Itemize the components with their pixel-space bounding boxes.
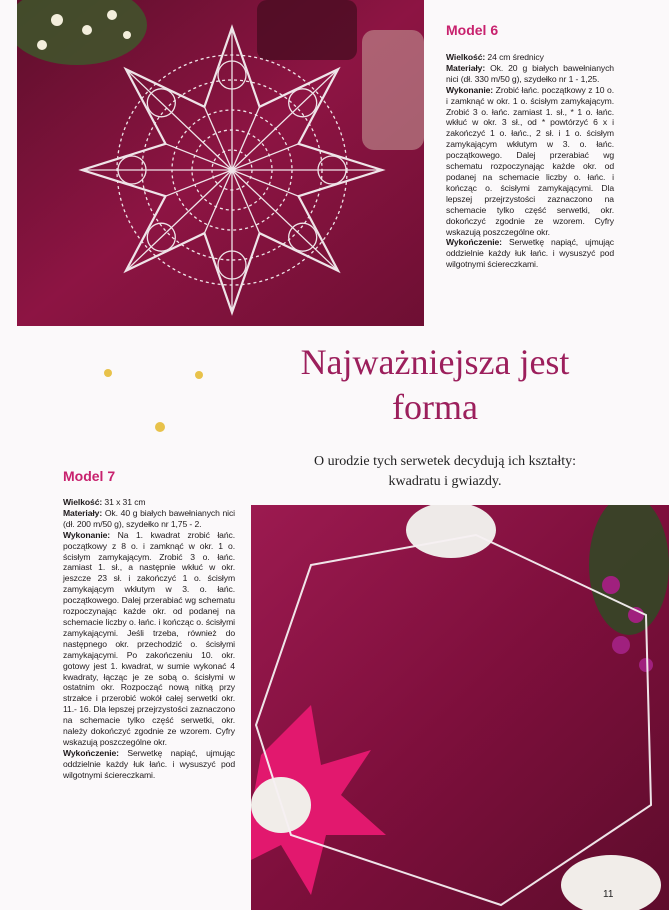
headline-line-1: Najważniejsza jest	[300, 342, 570, 382]
size-label: Wielkość:	[63, 497, 103, 507]
model6-title: Model 6	[446, 22, 499, 38]
materials-label: Materiały:	[446, 62, 486, 73]
execution-label: Wykonanie:	[446, 84, 494, 95]
headline-line-2: forma	[392, 387, 478, 427]
execution-value: Na 1. kwadrat zrobić łańc. początkowy z 8 o. i zamknąć w okr. 1 o. ścisłym zamykającym. Zrobić 3 o. łańc. zamiast 1. sł., a następnie wkłuć w okr. jeszcze 23 sł. i zakończyć 1 o. ścisłym zamykającym wkłutym w 3. o. łańc. początkowego. Dalej przerabiać wg schematu rozpoczynając każde okr. od podanej na schemacie liczby o. łańc. i kończąc o. ścisłymi zamykającymi. Jeśli trzeba, również do następnego okr. przechodzić o. ścisłymi zamykającymi. Po zakończeniu 10. okr. gotowy jest 1. kwadrat, w sumie wykonać 4 kwadraty, łącząc je ze sobą o. ścisłymi w ostatnim okr. Rozpocząć nową nitką przy strzałce i przerobić wokół całej serwetki okr. 11.- 16. Dla lepszej przejrzystości zaznaczono na schemacie tylko część serwetki, okr. należy dokończyć zgodnie ze wzorem. Cyfry wskazują poszczególne okr.	[63, 529, 235, 747]
model7-photo	[251, 505, 669, 910]
size-value: 24 cm średnicy	[485, 52, 544, 62]
finishing-label: Wykończenie:	[446, 237, 502, 248]
flower-icon	[133, 400, 187, 454]
size-value: 31 x 31 cm	[102, 497, 146, 507]
flower-icon	[176, 352, 222, 398]
model7-description	[63, 497, 235, 781]
page-subheadline	[270, 452, 620, 492]
finishing-value: Serwetkę napiąć, ujmując oddzielnie każdy łuk łańc. i wysuszyć pod wilgotnymi ściereczkami.	[63, 747, 235, 780]
page-number: 11	[603, 889, 614, 900]
execution-label: Wykonanie:	[63, 529, 111, 540]
materials-value: Ok. 40 g białych bawełnianych nici (dł. 200 m/50 g), szydełko nr 1,75 - 2.	[63, 507, 235, 529]
execution-value: Zrobić łańc. początkowy z 10 o. i zamknąć w okr. 1 o. ścisłym zamykającym. Zrobić 3 o. łańc. zamiast 1. sł., * 1 o. łańc. wkłuć w okr. 3 sł., od * powtórzyć 6 x i zakończyć 1 o. łańc., 2 sł. i 1 o. ścisłym zamykającym wkłutym w 3. o. łańc. początkowego. Dalej przerabiać wg schematu rozpoczynając każde okr. od podanej na schemacie liczby o. łańc. i kończąc o. ścisłymi zamykającymi. Dla lepszej przejrzystości zaznaczono na schemacie tylko część serwetki, okr. dokończyć zgodnie ze wzorem. Cyfry wskazują poszczególne okr.	[446, 84, 614, 237]
finishing-label: Wykończenie:	[63, 747, 119, 758]
subhead-line-1: O urodzie tych serwetek decydują ich kształty:	[313, 454, 576, 469]
materials-label: Materiały:	[63, 507, 103, 518]
model6-description	[446, 52, 614, 270]
materials-value: Ok. 20 g białych bawełnianych nici (dł. 330 m/50 g), szydełko nr 1 - 1,25.	[446, 62, 614, 84]
flower-icon	[87, 352, 129, 394]
model6-photo	[17, 0, 424, 326]
finishing-value: Serwetkę napiąć, ujmując oddzielnie każdy łuk łańc. i wysuszyć pod wilgotnymi ściereczkami.	[446, 237, 614, 270]
page-headline	[250, 340, 620, 430]
model7-title: Model 7	[63, 468, 116, 484]
subhead-line-2: kwadratu i gwiazdy.	[388, 474, 502, 489]
size-label: Wielkość:	[446, 52, 486, 62]
